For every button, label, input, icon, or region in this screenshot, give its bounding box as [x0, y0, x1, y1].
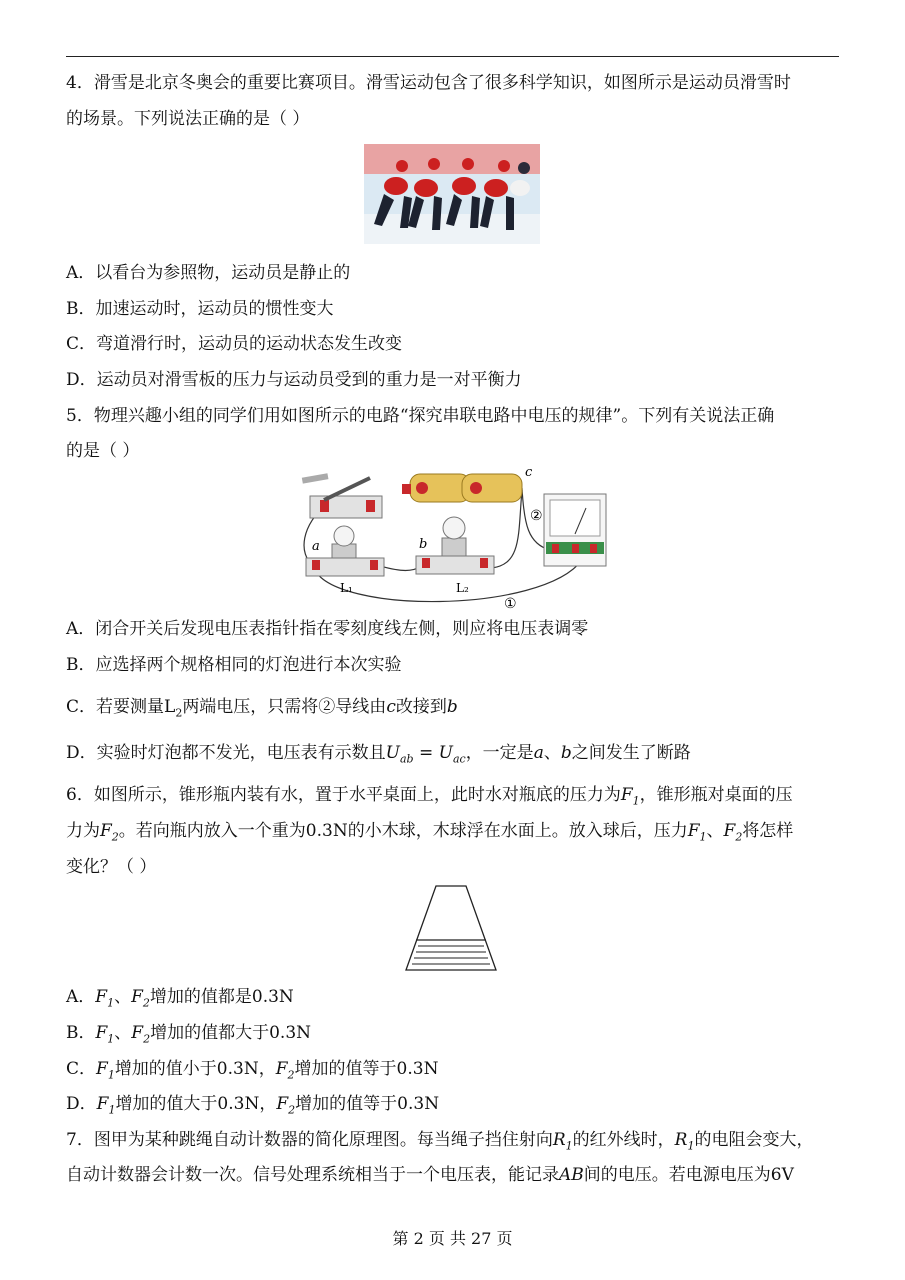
conical-flask-figure [404, 884, 500, 976]
q6-option-c: C．$F_1$增加的值小于0.3N，$F_2$增加的值等于0.3N [66, 1059, 439, 1082]
q5-option-d: D．实验时灯泡都不发光，电压表有示数且$U_{ab} = U_{ac}$，一定是a、b之间发生了断路 [66, 743, 691, 766]
page-footer: 第 2 页 共 27 页 [392, 1229, 513, 1248]
q4-option-c: C．弯道滑行时，运动员的运动状态发生改变 [66, 334, 403, 354]
q5-stem-line2: 的是（ ） [66, 441, 140, 461]
q5-stem-line1: 5．物理兴趣小组的同学们用如图所示的电路“探究串联电路中电压的规律”。下列有关说法正确 [66, 406, 775, 426]
q5-option-b: B．应选择两个规格相同的灯泡进行本次实验 [66, 655, 402, 675]
q7-stem-line1: 7．图甲为某种跳绳自动计数器的简化原理图。每当绳子挡住射向$R_1$的红外线时，$R_1$的电阻会变大， [66, 1130, 814, 1153]
q6-option-a: A．$F_1$、$F_2$增加的值都是0.3N [66, 987, 294, 1010]
label-b: b [419, 537, 428, 552]
q4-stem-line2: 的场景。下列说法正确的是（ ） [66, 109, 310, 129]
q6-option-b: B．$F_1$、$F_2$增加的值都大于0.3N [66, 1023, 312, 1046]
label-l1: L₁ [340, 581, 353, 595]
skating-photo [364, 144, 540, 244]
q6-stem-line3: 变化？（ ） [66, 857, 157, 877]
q4-stem-line1: 4．滑雪是北京冬奥会的重要比赛项目。滑雪运动包含了很多科学知识，如图所示是运动员滑雪时 [66, 73, 791, 93]
q5-option-c: C．若要测量$L_2$两端电压，只需将②导线由c改接到b [66, 697, 458, 720]
q5-option-a: A．闭合开关后发现电压表指针指在零刻度线左侧，则应将电压表调零 [66, 619, 589, 639]
q6-stem-line2: 力为$F_2$。若向瓶内放入一个重为0.3N的小木球，木球浮在水面上。放入球后，压力$F_1$、$F_2$将怎样 [66, 821, 794, 844]
header-rule [66, 56, 839, 57]
label-l2: L₂ [456, 581, 469, 595]
series-circuit-figure [292, 464, 612, 614]
q4-option-b: B．加速运动时，运动员的惯性变大 [66, 299, 334, 319]
label-a: a [312, 539, 320, 554]
q6-stem-line1: 6．如图所示，锥形瓶内装有水，置于水平桌面上，此时水对瓶底的压力为$F_1$，锥形瓶对桌面的压 [66, 785, 793, 808]
label-wire-2: ② [530, 508, 543, 524]
q4-option-d: D．运动员对滑雪板的压力与运动员受到的重力是一对平衡力 [66, 370, 522, 390]
label-wire-1: ① [504, 596, 517, 612]
q6-option-d: D．$F_1$增加的值大于0.3N，$F_2$增加的值等于0.3N [66, 1094, 440, 1117]
q7-stem-line2: 自动计数器会计数一次。信号处理系统相当于一个电压表，能记录AB间的电压。若电源电压为6V [66, 1165, 794, 1185]
label-c: c [525, 465, 533, 480]
q4-option-a: A．以看台为参照物，运动员是静止的 [66, 263, 351, 283]
